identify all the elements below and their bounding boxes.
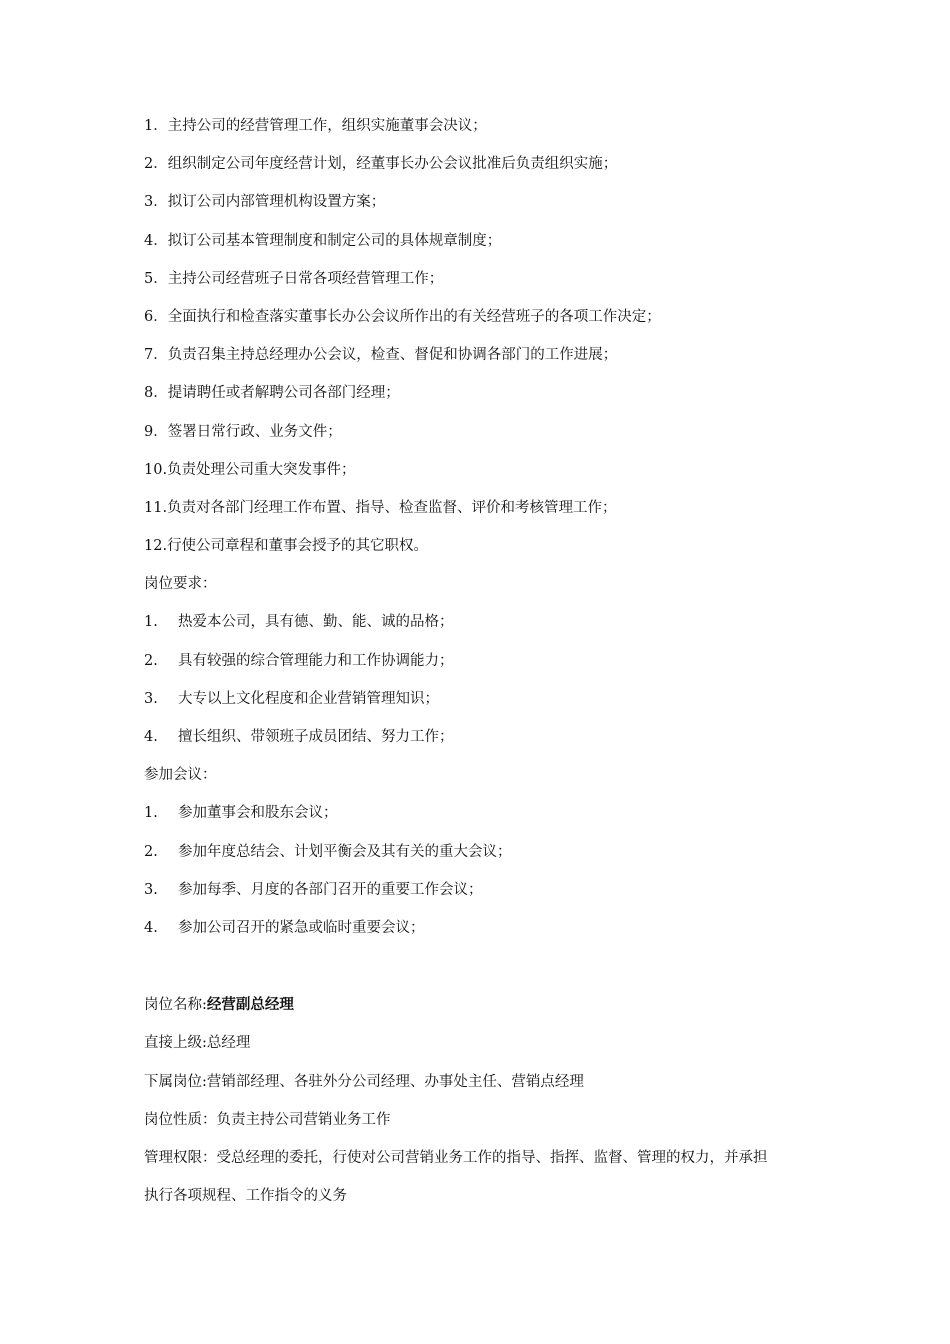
item-text: 参加每季、月度的各部门召开的重要工作会议； xyxy=(178,881,483,898)
item-number: 5． xyxy=(144,270,168,287)
item-number: 1. xyxy=(144,805,158,822)
item-text: 提请聘任或者解聘公司各部门经理； xyxy=(167,385,400,402)
item-text: 负责处理公司重大突发事件； xyxy=(167,461,356,478)
item-number: 1． xyxy=(144,118,168,134)
item-text: 热爱本公司，具有德、勤、能、诚的品格； xyxy=(178,614,454,631)
list-item xyxy=(144,718,784,756)
nature-row xyxy=(144,1101,784,1139)
list-item xyxy=(144,871,784,909)
list-item xyxy=(144,336,784,374)
requirements-heading: 岗位要求： xyxy=(144,576,217,593)
list-item xyxy=(144,222,784,260)
item-number: 11. xyxy=(144,499,168,516)
item-number: 2． xyxy=(144,156,168,173)
item-text: 参加董事会和股东会议； xyxy=(178,805,338,822)
item-text: 主持公司经营班子日常各项经营管理工作； xyxy=(167,270,444,287)
list-item xyxy=(144,413,784,451)
item-number: 10. xyxy=(144,461,168,478)
item-text: 拟订公司内部管理机构设置方案； xyxy=(167,194,386,211)
item-text: 具有较强的综合管理能力和工作协调能力； xyxy=(178,652,454,669)
item-text: 拟订公司基本管理制度和制定公司的具体规章制度； xyxy=(167,232,502,249)
list-item xyxy=(144,909,784,947)
item-number: 1. xyxy=(144,614,158,631)
subordinates-label: 下属岗位: xyxy=(144,1073,207,1090)
item-number: 4. xyxy=(144,919,158,936)
authority-row xyxy=(144,1139,774,1215)
item-number: 6． xyxy=(144,308,168,325)
item-number: 3． xyxy=(144,194,168,211)
list-item xyxy=(144,833,784,871)
authority-value: 受总经理的委托，行使对公司营销业务工作的指导、指挥、监督、管理的权力，并承担执行各项规程、工作指令的义务 xyxy=(144,1149,768,1205)
position-name-label: 岗位名称: xyxy=(144,997,207,1014)
item-text: 大专以上文化程度和企业营销管理知识； xyxy=(178,690,439,707)
item-text: 擅长组织、带领班子成员团结、努力工作； xyxy=(178,729,454,745)
list-item xyxy=(144,794,784,832)
meetings-list xyxy=(144,794,784,947)
superior-value: 总经理 xyxy=(206,1035,251,1052)
position-name-value: 经营副总经理 xyxy=(206,996,294,1014)
document-body xyxy=(144,107,784,1215)
list-item xyxy=(144,527,784,565)
item-number: 12. xyxy=(144,538,168,555)
superior-row xyxy=(144,1024,784,1062)
item-text: 签署日常行政、业务文件； xyxy=(167,423,342,440)
list-item xyxy=(144,298,784,336)
list-item xyxy=(144,603,784,641)
nature-label: 岗位性质： xyxy=(144,1111,217,1128)
item-text: 参加年度总结会、计划平衡会及其有关的重大会议； xyxy=(178,843,512,860)
section-spacer xyxy=(144,947,784,986)
list-item xyxy=(144,489,784,527)
list-item xyxy=(144,451,784,489)
list-item xyxy=(144,642,784,680)
duties-list xyxy=(144,107,784,565)
item-number: 7． xyxy=(144,347,168,364)
superior-label: 直接上级: xyxy=(144,1035,207,1052)
position-section xyxy=(144,986,784,1215)
item-number: 4． xyxy=(144,232,168,249)
item-number: 8． xyxy=(144,385,168,402)
item-text: 行使公司章程和董事会授予的其它职权。 xyxy=(167,538,429,555)
item-text: 负责对各部门经理工作布置、指导、检查监督、评价和考核管理工作； xyxy=(167,499,617,516)
item-text: 组织制定公司年度经营计划，经董事长办公会议批准后负责组织实施； xyxy=(167,156,618,173)
list-item xyxy=(144,183,784,221)
list-item xyxy=(144,145,784,183)
item-number: 2. xyxy=(144,843,158,860)
requirements-list xyxy=(144,603,784,756)
authority-label: 管理权限： xyxy=(144,1149,217,1166)
item-number: 9． xyxy=(144,423,168,440)
item-number: 3. xyxy=(144,881,158,898)
subordinates-row xyxy=(144,1063,784,1101)
list-item xyxy=(144,374,784,412)
list-item xyxy=(144,680,784,718)
subordinates-value: 营销部经理、各驻外分公司经理、办事处主任、营销点经理 xyxy=(206,1073,584,1090)
list-item xyxy=(144,260,784,298)
item-number: 3. xyxy=(144,690,158,707)
item-number: 4. xyxy=(144,729,158,745)
item-number: 2. xyxy=(144,652,158,669)
position-name-row xyxy=(144,986,784,1024)
list-item xyxy=(144,107,784,145)
item-text: 负责召集主持总经理办公会议，检查、督促和协调各部门的工作进展； xyxy=(167,347,618,364)
nature-value: 负责主持公司营销业务工作 xyxy=(216,1111,391,1128)
meetings-heading: 参加会议： xyxy=(144,767,217,784)
item-text: 全面执行和检查落实董事长办公会议所作出的有关经营班子的各项工作决定； xyxy=(167,308,661,325)
item-text: 主持公司的经营管理工作，组织实施董事会决议； xyxy=(167,118,487,134)
item-text: 参加公司召开的紧急或临时重要会议； xyxy=(178,919,425,936)
